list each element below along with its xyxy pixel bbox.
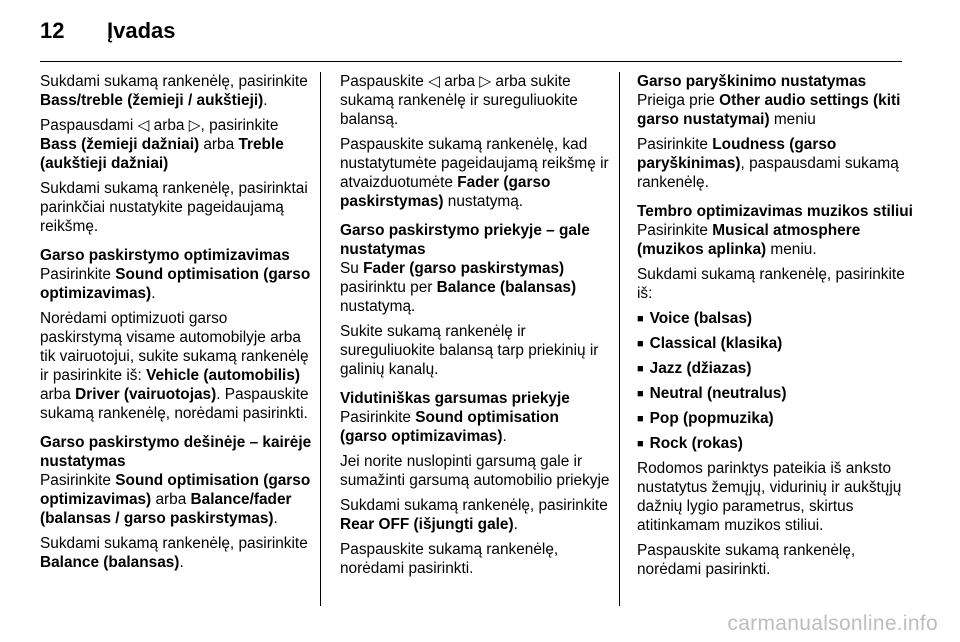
section-heading: Vidutiniškas garsumas priekyje xyxy=(340,390,570,407)
text: arba xyxy=(199,136,239,153)
menu-option-text: Balance/fader (balansas / garso paskirstymas) xyxy=(40,491,292,527)
paragraph xyxy=(340,259,610,316)
option-label: Jazz (džiazas) xyxy=(649,360,752,377)
text: Pasirinkite xyxy=(637,222,713,239)
text: arba xyxy=(151,491,191,508)
text: . Paspauskite sukamą rankenėlę, norėdami pasirinkti. xyxy=(40,386,309,422)
paragraph: Sukite sukamą rankenėlę ir sureguliuokite balansą tarp priekinių ir galinių kanalų. xyxy=(340,323,599,378)
paragraph xyxy=(40,534,312,572)
text: Sukdami sukamą rankenėlę, pasirinkite xyxy=(40,535,308,552)
paragraph xyxy=(40,116,312,173)
menu-option-text: Bass/treble (žemieji / aukštieji) xyxy=(40,92,264,109)
page-number: 12 xyxy=(40,18,65,43)
list-item xyxy=(637,384,913,404)
text: Paspauskite sukamą rankenėlę, kad nustatytumėte pageidaujamą reikšmę ir atvaizduotumėte xyxy=(340,136,609,191)
text: Sukdami sukamą rankenėlę, pasirinkite xyxy=(40,73,308,90)
square-bullet-icon: ■ xyxy=(637,338,644,350)
option-label: Pop (popmuzika) xyxy=(649,410,774,427)
text: Paspausdami ◁ arba ▷, pasirinkite xyxy=(40,117,279,134)
column-2 xyxy=(340,72,610,584)
column-divider-1 xyxy=(320,72,321,606)
text: Pasirinkite xyxy=(637,136,713,153)
menu-option-text: Other audio settings (kiti garso nustatymai) xyxy=(637,92,901,128)
text: Prieiga prie xyxy=(637,92,720,109)
text: . xyxy=(263,92,268,109)
list-item xyxy=(637,359,913,379)
paragraph: Sukdami sukamą rankenėlę, pasirinkite iš: xyxy=(637,266,905,302)
menu-option-text: Bass (žemieji dažniai) xyxy=(40,136,200,153)
list-item xyxy=(637,309,913,329)
section-heading: Garso paskirstymo optimizavimas xyxy=(40,247,290,264)
text: meniu. xyxy=(766,241,817,258)
music-style-list xyxy=(637,309,913,454)
text: arba xyxy=(40,386,76,403)
paragraph xyxy=(637,221,913,259)
text: pasirinktu per xyxy=(340,279,437,296)
menu-option-text: Treble (aukštieji dažniai) xyxy=(40,136,284,172)
text: Norėdami optimizuoti garso paskirstymą visame automobilyje arba tik vairuotojui, sukite sukamą rankenėlę ir pasirinkite iš: xyxy=(40,310,309,384)
text: nustatymą. xyxy=(340,298,416,315)
option-label: Classical (klasika) xyxy=(649,335,783,352)
paragraph xyxy=(637,91,913,129)
header-rule xyxy=(40,61,902,62)
menu-option-text: Fader (garso paskirstymas) xyxy=(340,174,551,210)
menu-option-text: Vehicle (automobilis) xyxy=(146,367,300,384)
paragraph xyxy=(40,471,312,528)
paragraph xyxy=(40,72,312,110)
section-heading: Tembro optimizavimas muzikos stiliui xyxy=(637,203,913,220)
text: Pasirinkite xyxy=(340,409,416,426)
paragraph: Paspauskite ◁ arba ▷ arba sukite sukamą rankenėlę ir sureguliuokite balansą. xyxy=(340,73,578,128)
paragraph: Sukdami sukamą rankenėlę, pasirinktai parinkčiai nustatykite pageidaujamą reikšmę. xyxy=(40,180,308,235)
paragraph xyxy=(340,496,610,534)
text: meniu xyxy=(769,111,816,128)
list-item xyxy=(637,434,913,454)
text: . xyxy=(151,285,156,302)
square-bullet-icon: ■ xyxy=(637,388,644,400)
text: . xyxy=(502,428,507,445)
section-heading: Garso paskirstymo priekyje – gale nustatymas xyxy=(340,222,590,258)
paragraph: Rodomos parinktys pateikia iš anksto nustatytus žemųjų, vidurinių ir aukštųjų dažnių lygio parametrus, skirtus atitinkamam muzikos stiliui. xyxy=(637,460,902,534)
section-heading: Garso paskirstymo dešinėje – kairėje nustatymas xyxy=(40,434,312,470)
paragraph xyxy=(40,309,312,423)
square-bullet-icon: ■ xyxy=(637,313,644,325)
menu-option-text: Sound optimisation (garso optimizavimas) xyxy=(340,409,559,445)
option-label: Voice (balsas) xyxy=(649,310,753,327)
menu-option-text: Musical atmosphere (muzikos aplinka) xyxy=(637,222,861,258)
paragraph: Paspauskite sukamą rankenėlę, norėdami pasirinkti. xyxy=(340,541,559,577)
menu-option-text: Fader (garso paskirstymas) xyxy=(363,260,565,277)
text: nustatymą. xyxy=(443,193,524,210)
menu-option-text: Balance (balansas) xyxy=(40,554,180,571)
square-bullet-icon: ■ xyxy=(637,438,644,450)
text: . xyxy=(179,554,184,571)
watermark: carmanualsonline.info xyxy=(727,612,938,635)
section-heading: Garso paryškinimo nustatymas xyxy=(637,73,867,90)
paragraph: Paspauskite sukamą rankenėlę, norėdami pasirinkti. xyxy=(637,542,856,578)
menu-option-text: Driver (vairuotojas) xyxy=(75,386,217,403)
menu-option-text: Loudness (garso paryškinimas) xyxy=(637,136,837,172)
list-item xyxy=(637,334,913,354)
menu-option-text: Rear OFF (išjungti gale) xyxy=(340,516,514,533)
option-label: Neutral (neutralus) xyxy=(649,385,787,402)
column-3 xyxy=(637,72,913,585)
text: Pasirinkite xyxy=(40,266,116,283)
text: . xyxy=(273,510,278,527)
square-bullet-icon: ■ xyxy=(637,363,644,375)
text: . xyxy=(513,516,518,533)
menu-option-text: Balance (balansas) xyxy=(436,279,577,296)
page-title: Įvadas xyxy=(107,18,176,43)
menu-option-text: Sound optimisation (garso optimizavimas) xyxy=(40,266,311,302)
paragraph xyxy=(637,135,913,192)
option-label: Rock (rokas) xyxy=(649,435,743,452)
paragraph: Jei norite nuslopinti garsumą gale ir sumažinti garsumą automobilio priekyje xyxy=(340,453,610,489)
text: Su xyxy=(340,260,364,277)
column-1 xyxy=(40,72,312,578)
paragraph xyxy=(340,408,610,446)
text: Pasirinkite xyxy=(40,472,116,489)
text: , paspausdami sukamą rankenėlę. xyxy=(637,155,899,191)
list-item xyxy=(637,409,913,429)
paragraph xyxy=(340,135,610,211)
text: Sukdami sukamą rankenėlę, pasirinkite xyxy=(340,497,608,514)
paragraph xyxy=(40,265,312,303)
column-divider-2 xyxy=(619,72,620,606)
square-bullet-icon: ■ xyxy=(637,413,644,425)
menu-option-text: Sound optimisation (garso optimizavimas) xyxy=(40,472,311,508)
